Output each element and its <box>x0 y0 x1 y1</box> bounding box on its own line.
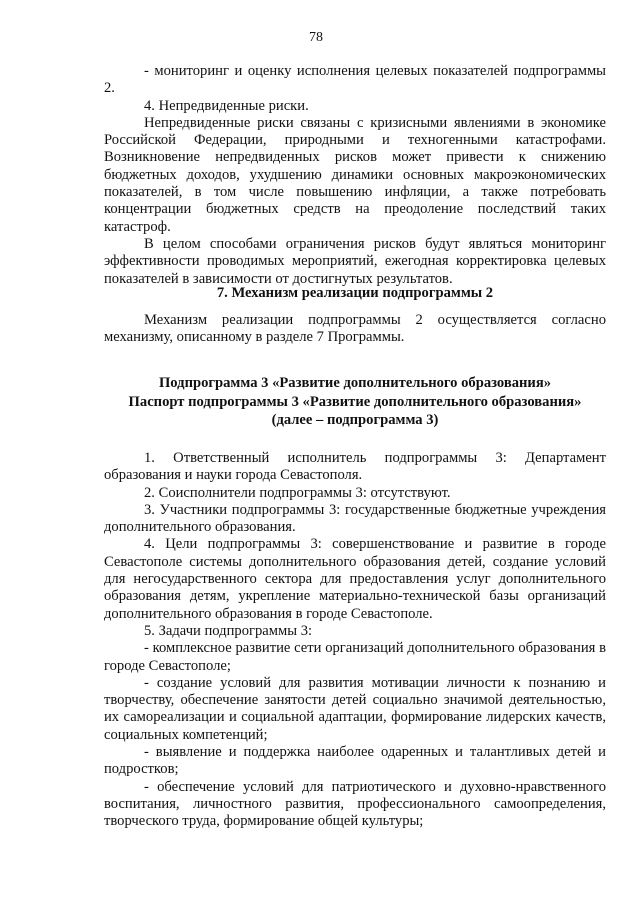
task-3: - выявление и поддержка наиболее одаренных и талантливых детей и подростков; <box>104 744 606 778</box>
passport-item-5: 5. Задачи подпрограммы 3: <box>144 622 313 639</box>
task-4: - обеспечение условий для патриотического и духовно-нравственного воспитания, личностного развития, профессионального самоопределения, творческого труда, формирование общей культуры; <box>104 778 606 830</box>
section-7-body <box>104 312 606 347</box>
passport-item-3: 3. Участники подпрограммы 3: государственные бюджетные учреждения дополнительного образования. <box>104 501 606 536</box>
subprogram-3-titles <box>96 374 614 430</box>
passport-items <box>104 450 606 831</box>
page-number: 78 <box>309 30 323 45</box>
subprogram-3-title: Подпрограмма 3 «Развитие дополнительного образования» <box>158 375 552 391</box>
section-7-heading: 7. Механизм реализации подпрограммы 2 <box>216 285 494 301</box>
unforeseen-risks-paragraph: Непредвиденные риски связаны с кризисными явлениями в экономике Российской Федерации, природными и техногенными катастрофами. Возникновение непредвиденных рисков может привести к снижению бюджетных доходов, ухудшению динамики основных макроэкономических показателей, в том числе повышению инфляции, а также потребовать концентрации бюджетных средств на преодоление последствий таких катастроф. <box>104 114 606 235</box>
risk-limits-paragraph: В целом способами ограничения рисков будут являться мониторинг эффективности проводимых мероприятий, ежегодная корректировка целевых показателей в зависимости от достигнутых результатов. <box>104 235 606 287</box>
passport-item-4: 4. Цели подпрограммы 3: совершенствование и развитие в городе Севастополе системы дополнительного образования детей, создание условий для негосударственного сектора для предоставления услуг дополнительного образования детям, укрепление материально-технической базы организаций дополнительного образования в городе Севастополе. <box>104 536 606 622</box>
task-1: - комплексное развитие сети организаций дополнительного образования в городе Севастополе; <box>104 640 606 674</box>
risks-continuation <box>104 63 606 288</box>
passport-subtitle: (далее – подпрограмма 3) <box>271 412 439 428</box>
passport-item-1: 1. Ответственный исполнитель подпрограммы 3: Департамент образования и науки города Севастополя. <box>104 450 606 484</box>
monitoring-line: - мониторинг и оценку исполнения целевых показателей подпрограммы 2. <box>104 63 606 97</box>
unforeseen-risks-heading: 4. Непредвиденные риски. <box>144 97 309 114</box>
passport-item-2: 2. Соисполнители подпрограммы 3: отсутствуют. <box>144 484 451 501</box>
section-7 <box>104 284 606 303</box>
task-2: - создание условий для развития мотивации личности к познанию и творчеству, обеспечение занятости детей социально значимой деятельностью, их самореализации и социальной адаптации, формирование лидерских качеств, социальных компетенций; <box>104 674 606 743</box>
passport-title: Паспорт подпрограммы 3 «Развитие дополнительного образования» <box>128 393 582 410</box>
section-7-text: Механизм реализации подпрограммы 2 осуществляется согласно механизму, описанному в разделе 7 Программы. <box>104 312 606 346</box>
